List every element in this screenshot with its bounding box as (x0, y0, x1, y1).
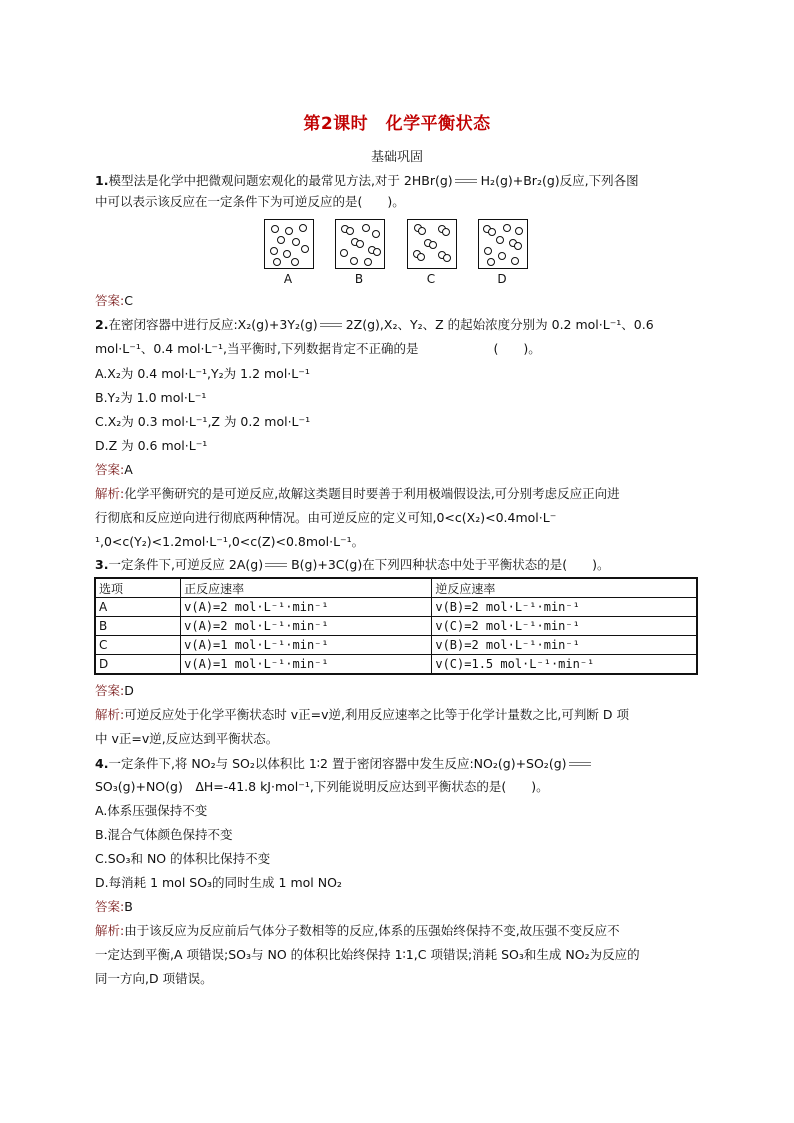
model-box-b (335, 219, 385, 269)
molecule-icon (514, 242, 522, 250)
q4-explanation-line2: 一定达到平衡,A 项错误;SO₃与 NO 的体积比始终保持 1∶1,C 项错误;消耗 SO₃和生成 NO₂为反应的 (95, 947, 640, 962)
q4-answer: 答案:B (95, 899, 133, 914)
molecule-icon (418, 227, 426, 235)
molecule-icon (442, 228, 450, 236)
table-cell: A (95, 598, 181, 617)
table-header-row (95, 578, 697, 598)
q3-explanation-line1: 解析:可逆反应处于化学平衡状态时 v正=v逆,利用反应速率之比等于化学计量数之比,可判断 D 项 (95, 707, 629, 722)
molecule-icon (285, 227, 293, 235)
model-label-a: A (283, 272, 293, 286)
model-label-d: D (497, 272, 507, 286)
q4-stem-line1: 4.一定条件下,将 NO₂与 SO₂以体积比 1∶2 置于密闭容器中发生反应:NO₂(g)+SO₂(g) (95, 755, 595, 773)
table-row (95, 598, 697, 617)
molecule-icon (372, 230, 380, 238)
table-cell: v(C)=1.5 mol·L⁻¹·min⁻¹ (432, 655, 697, 675)
molecule-icon (511, 257, 519, 265)
q4-explanation-line3: 同一方向,D 项错误。 (95, 971, 213, 986)
model-label-b: B (354, 272, 364, 286)
q4-option-d: D.每消耗 1 mol SO₃的同时生成 1 mol NO₂ (95, 875, 342, 890)
table-cell: C (95, 636, 181, 655)
molecule-icon (356, 240, 364, 248)
table-cell: B (95, 617, 181, 636)
q4-explanation-line1: 解析:由于该反应为反应前后气体分子数相等的反应,体系的压强始终保持不变,故压强不变反应不 (95, 923, 620, 938)
model-label-c: C (426, 272, 436, 286)
q4-stem-line2: SO₃(g)+NO(g) ΔH=-41.8 kJ·mol⁻¹,下列能说明反应达到平衡状态的是( )。 (95, 779, 549, 794)
page-title: 第2课时 化学平衡状态 (303, 114, 491, 134)
q3-stem: 3.一定条件下,可逆反应 2A(g) B(g)+3C(g)在下列四种状态中处于平衡状态的是( )。 (95, 557, 610, 572)
table-cell: v(B)=2 mol·L⁻¹·min⁻¹ (432, 598, 697, 617)
molecule-icon (301, 245, 309, 253)
molecule-icon (515, 227, 523, 235)
q2-option-c: C.X₂为 0.3 mol·L⁻¹,Z 为 0.2 mol·L⁻¹ (95, 414, 311, 429)
reversible-arrow-icon (455, 178, 479, 186)
table-header-cell: 逆反应速率 (432, 578, 697, 598)
molecule-icon (373, 248, 381, 256)
q2-option-a: A.X₂为 0.4 mol·L⁻¹,Y₂为 1.2 mol·L⁻¹ (95, 366, 310, 381)
table-row (95, 636, 697, 655)
q4-option-a: A.体系压强保持不变 (95, 803, 208, 818)
q2-explanation-line1: 解析:化学平衡研究的是可逆反应,故解这类题目时要善于利用极端假设法,可分别考虑反应正向进 (95, 486, 620, 501)
molecule-icon (277, 236, 285, 244)
molecule-icon (283, 250, 291, 258)
molecule-icon (484, 247, 492, 255)
q1-stem-line1: 1.模型法是化学中把微观问题宏观化的最常见方法,对于 2HBr(g) H₂(g)+Br₂(g)反应,下列各图 (95, 173, 639, 188)
molecule-icon (273, 258, 281, 266)
q2-answer: 答案:A (95, 462, 133, 477)
q1-answer: 答案:C (95, 293, 133, 308)
table-cell: v(B)=2 mol·L⁻¹·min⁻¹ (432, 636, 697, 655)
molecule-icon (362, 224, 370, 232)
table-cell: v(A)=2 mol·L⁻¹·min⁻¹ (181, 617, 432, 636)
q4-option-c: C.SO₃和 NO 的体积比保持不变 (95, 851, 271, 866)
molecule-icon (270, 247, 278, 255)
q1-stem-line2: 中可以表示该反应在一定条件下为可逆反应的是( )。 (95, 194, 405, 209)
molecule-icon (299, 224, 307, 232)
molecule-icon (364, 258, 372, 266)
table-header-cell: 选项 (95, 578, 181, 598)
model-box-d (478, 219, 528, 269)
molecule-icon (292, 238, 300, 246)
q2-explanation-line2: 行彻底和反应逆向进行彻底两种情况。由可逆反应的定义可知,0<c(X₂)<0.4mol·L⁻ (95, 510, 557, 525)
molecule-icon (488, 228, 496, 236)
model-box-c (407, 219, 457, 269)
table-cell: v(C)=2 mol·L⁻¹·min⁻¹ (432, 617, 697, 636)
table-cell: v(A)=1 mol·L⁻¹·min⁻¹ (181, 655, 432, 675)
molecule-icon (429, 241, 437, 249)
molecule-icon (496, 236, 504, 244)
q1-model-figures (264, 219, 514, 289)
molecule-icon (291, 258, 299, 266)
q2-option-b: B.Y₂为 1.0 mol·L⁻¹ (95, 390, 207, 405)
table-row (95, 655, 697, 675)
table-cell: v(A)=1 mol·L⁻¹·min⁻¹ (181, 636, 432, 655)
molecule-icon (503, 224, 511, 232)
model-box-a (264, 219, 314, 269)
molecule-icon (271, 225, 279, 233)
q4-option-b: B.混合气体颜色保持不变 (95, 827, 233, 842)
reversible-arrow-icon (320, 322, 344, 330)
table-cell: D (95, 655, 181, 675)
table-cell: v(A)=2 mol·L⁻¹·min⁻¹ (181, 598, 432, 617)
molecule-icon (350, 257, 358, 265)
q2-stem-line2: mol·L⁻¹、0.4 mol·L⁻¹,当平衡时,下列数据肯定不正确的是 ( )。 (95, 341, 541, 356)
reversible-arrow-icon (569, 761, 593, 769)
molecule-icon (346, 227, 354, 235)
section-heading: 基础巩固 (370, 150, 423, 165)
q2-option-d: D.Z 为 0.6 mol·L⁻¹ (95, 438, 208, 453)
molecule-icon (340, 249, 348, 257)
rates-table (94, 577, 698, 675)
q3-explanation-line2: 中 v正=v逆,反应达到平衡状态。 (95, 731, 279, 746)
reversible-arrow-icon (265, 562, 289, 570)
q2-explanation-line3: ¹,0<c(Y₂)<1.2mol·L⁻¹,0<c(Z)<0.8mol·L⁻¹。 (95, 534, 365, 549)
molecule-icon (498, 252, 506, 260)
molecule-icon (417, 253, 425, 261)
table-row (95, 617, 697, 636)
molecule-icon (443, 254, 451, 262)
q3-answer: 答案:D (95, 683, 134, 698)
table-header-cell: 正反应速率 (181, 578, 432, 598)
molecule-icon (487, 258, 495, 266)
q2-stem-line1: 2.在密闭容器中进行反应:X₂(g)+3Y₂(g) 2Z(g),X₂、Y₂、Z 的起始浓度分别为 0.2 mol·L⁻¹、0.6 (95, 317, 654, 332)
